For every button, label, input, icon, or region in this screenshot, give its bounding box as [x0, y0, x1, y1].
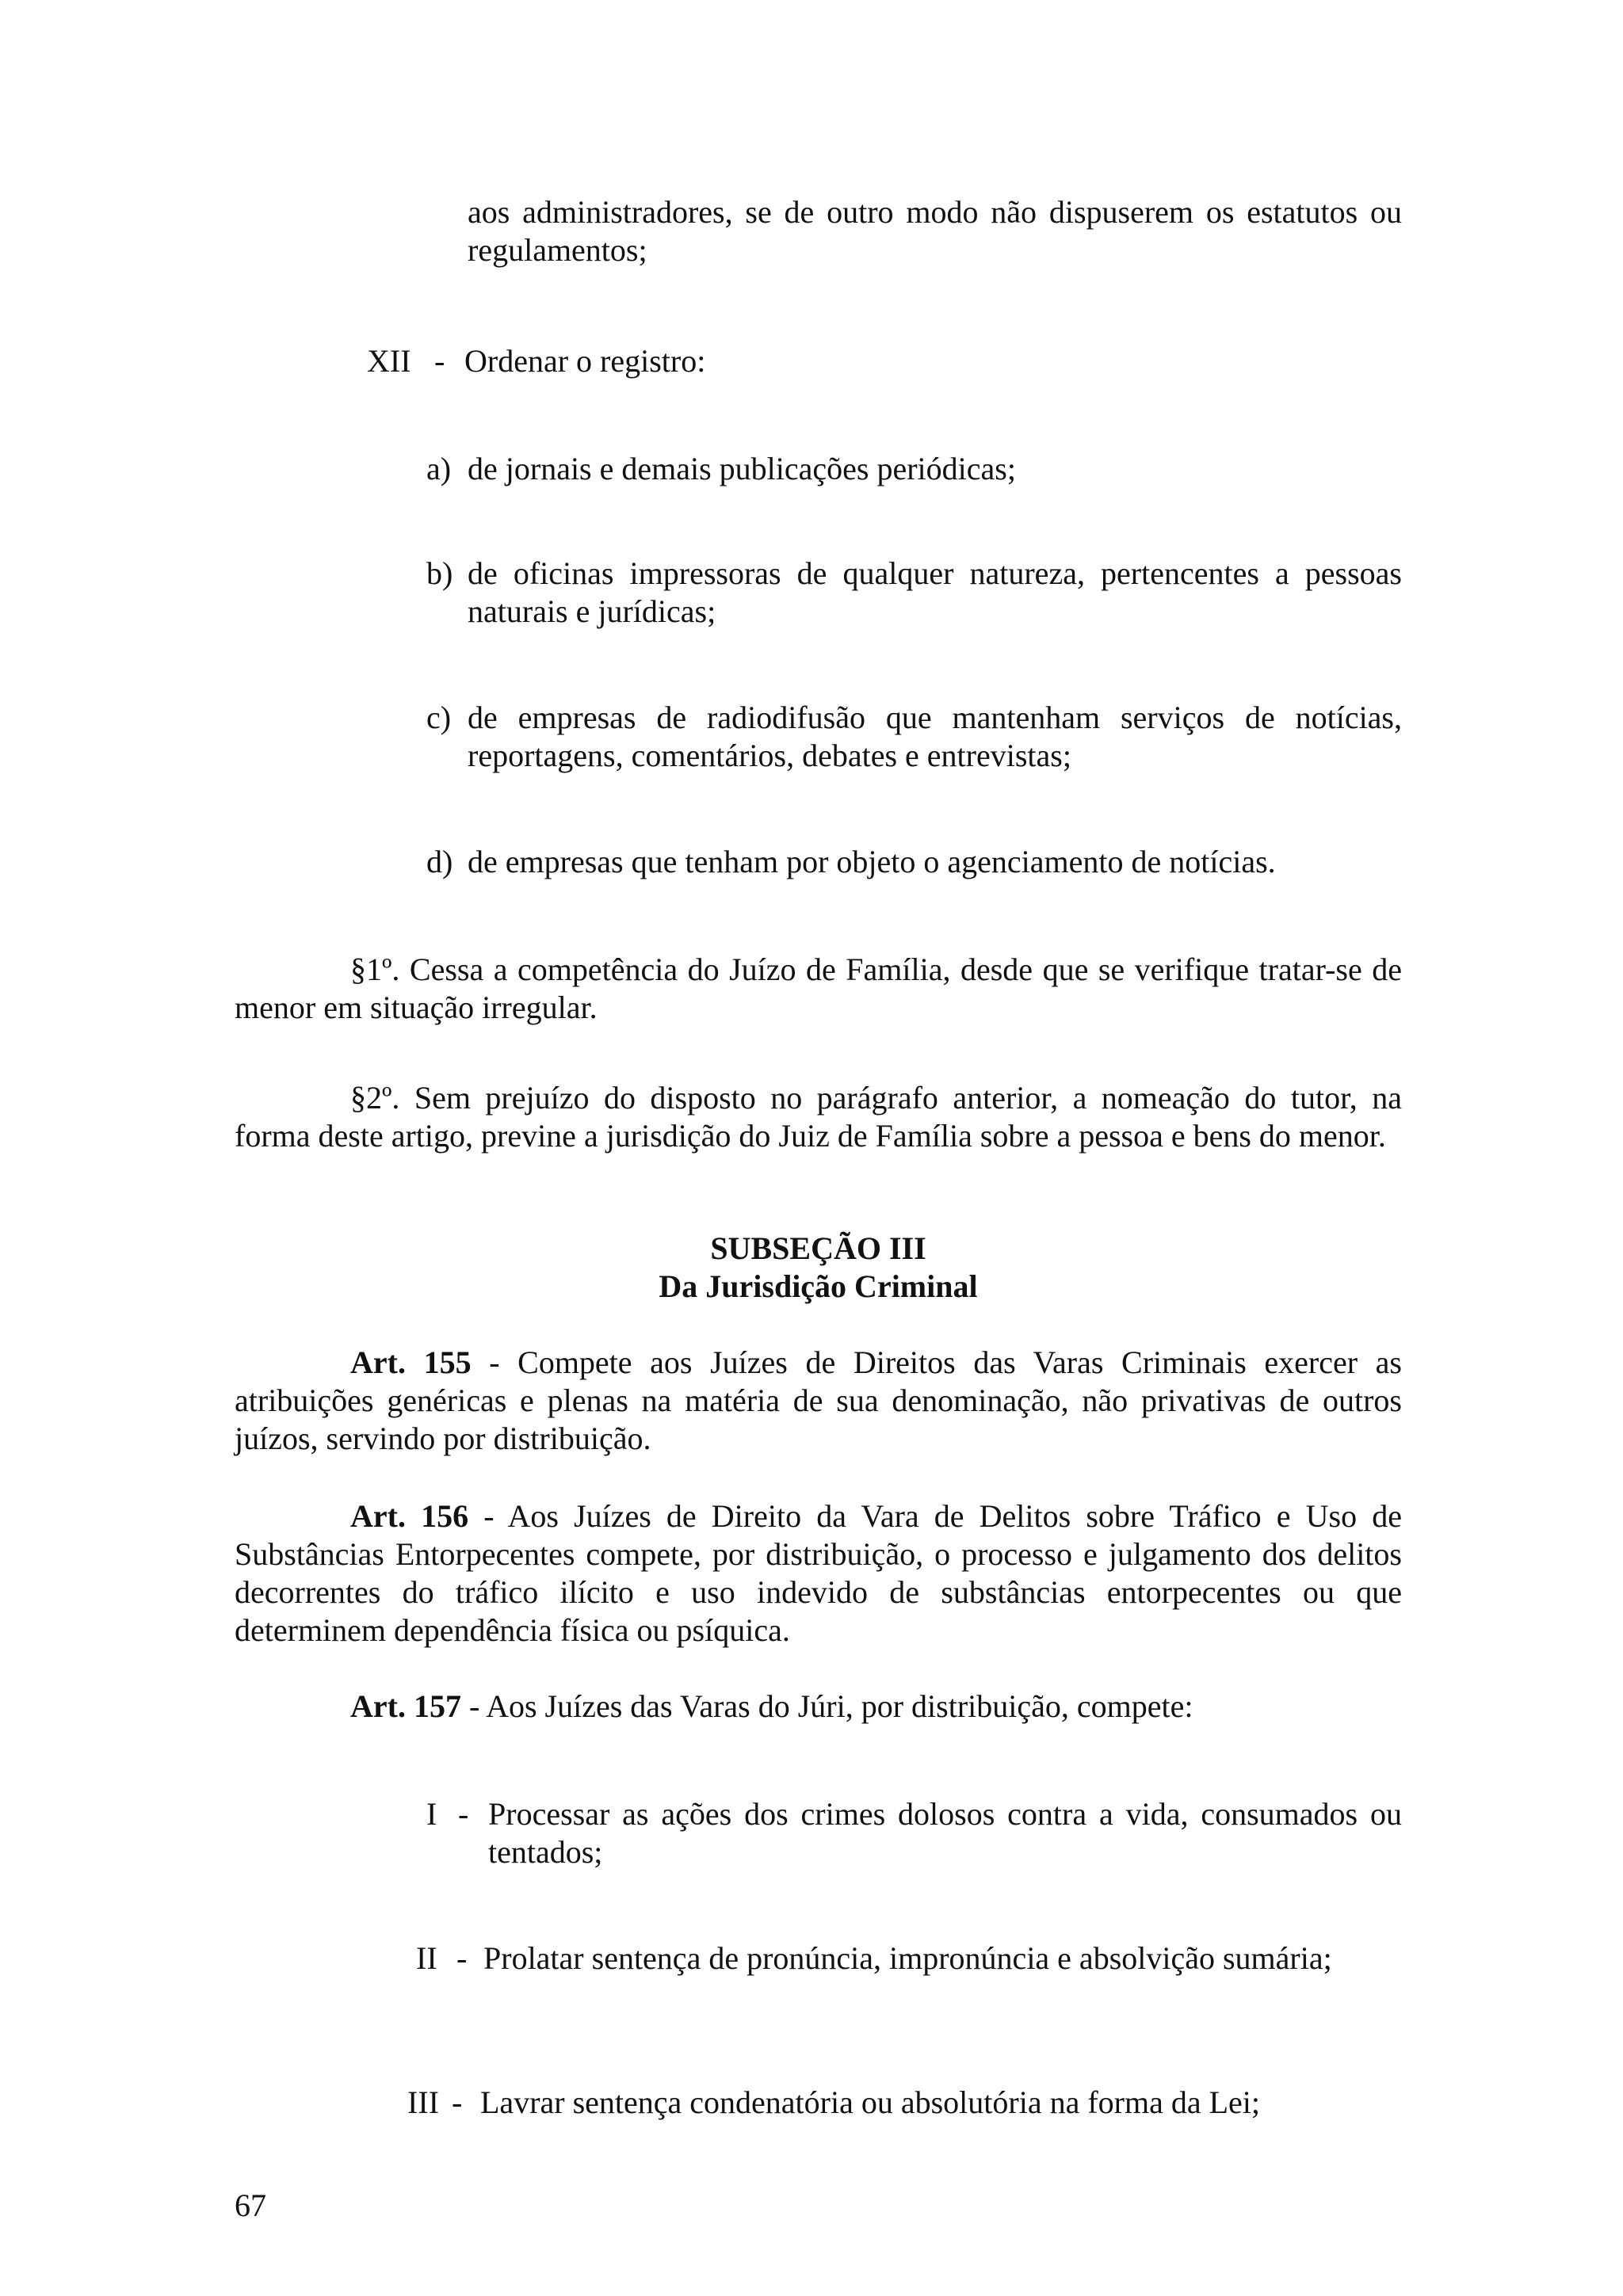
article	[235, 1688, 1402, 1726]
roman-item-dash: -	[458, 1796, 469, 1832]
article-text: - Aos Juízes das Varas do Júri, por distribuição, compete:	[460, 1688, 1193, 1724]
sub-item-letter: c)	[426, 700, 452, 735]
article-label: Art. 157	[350, 1688, 461, 1724]
paragraph	[235, 951, 1402, 1027]
roman-item-number: III	[407, 2084, 439, 2120]
page-number: 67	[235, 2187, 266, 2223]
item-number: XII	[367, 343, 411, 379]
roman-item-number: I	[426, 1796, 437, 1832]
roman-item-dash: -	[452, 2084, 463, 2120]
article-text: - Compete aos Juízes de Direitos das Varas Criminais exercer as atribuições genéricas e plenas na matéria de sua denominação, não privativas de outros juízos, servindo por distribuição.	[235, 1344, 1402, 1456]
sub-item-letter: b)	[426, 555, 453, 591]
sub-item-text: de oficinas impressoras de qualquer natureza, pertencentes a pessoas naturais e jurídicas;	[468, 555, 1402, 629]
section-subtitle: Da Jurisdição Criminal	[659, 1268, 978, 1304]
sub-item-text: de empresas de radiodifusão que mantenham serviços de notícias, reportagens, comentários, debates e entrevistas;	[468, 700, 1402, 773]
roman-item-text: Lavrar sentença condenatória ou absolutória na forma da Lei;	[480, 2084, 1261, 2120]
item-dash: -	[434, 343, 445, 379]
article-label: Art. 155	[350, 1344, 472, 1380]
article	[235, 1497, 1402, 1650]
article	[235, 1344, 1402, 1458]
sub-item-letter: d)	[426, 844, 453, 879]
sub-item-text: de jornais e demais publicações periódicas;	[468, 451, 1016, 486]
roman-item-dash: -	[456, 1940, 468, 1976]
section-title: SUBSEÇÃO III	[710, 1230, 926, 1266]
roman-item-number: II	[416, 1940, 437, 1976]
roman-item-text: Prolatar sentença de pronúncia, impronúncia e absolvição sumária;	[483, 1940, 1332, 1976]
article-text: - Aos Juízes de Direito da Vara de Delitos sobre Tráfico e Uso de Substâncias Entorpecentes compete, por distribuição, o processo e julgamento dos delitos decorrentes do tráfico ilícito e uso indevido de substâncias entorpecentes ou que determinem dependência física ou psíquica.	[235, 1498, 1402, 1648]
paragraph-text: §2º. Sem prejuízo do disposto no parágrafo anterior, a nomeação do tutor, na forma deste artigo, previne a jurisdição do Juiz de Família sobre a pessoa e bens do menor.	[235, 1080, 1402, 1154]
continuation-text: aos administradores, se de outro modo não dispuserem os estatutos ou regulamentos;	[468, 194, 1402, 268]
sub-item-letter: a)	[426, 451, 452, 486]
sub-item-text: de empresas que tenham por objeto o agenciamento de notícias.	[468, 844, 1276, 879]
item-text: Ordenar o registro:	[464, 343, 706, 379]
paragraph	[235, 1079, 1402, 1155]
roman-item-text: Processar as ações dos crimes dolosos contra a vida, consumados ou tentados;	[488, 1796, 1402, 1870]
article-label: Art. 156	[350, 1498, 469, 1534]
paragraph-text: §1º. Cessa a competência do Juízo de Família, desde que se verifique tratar-se de menor em situação irregular.	[235, 952, 1402, 1025]
